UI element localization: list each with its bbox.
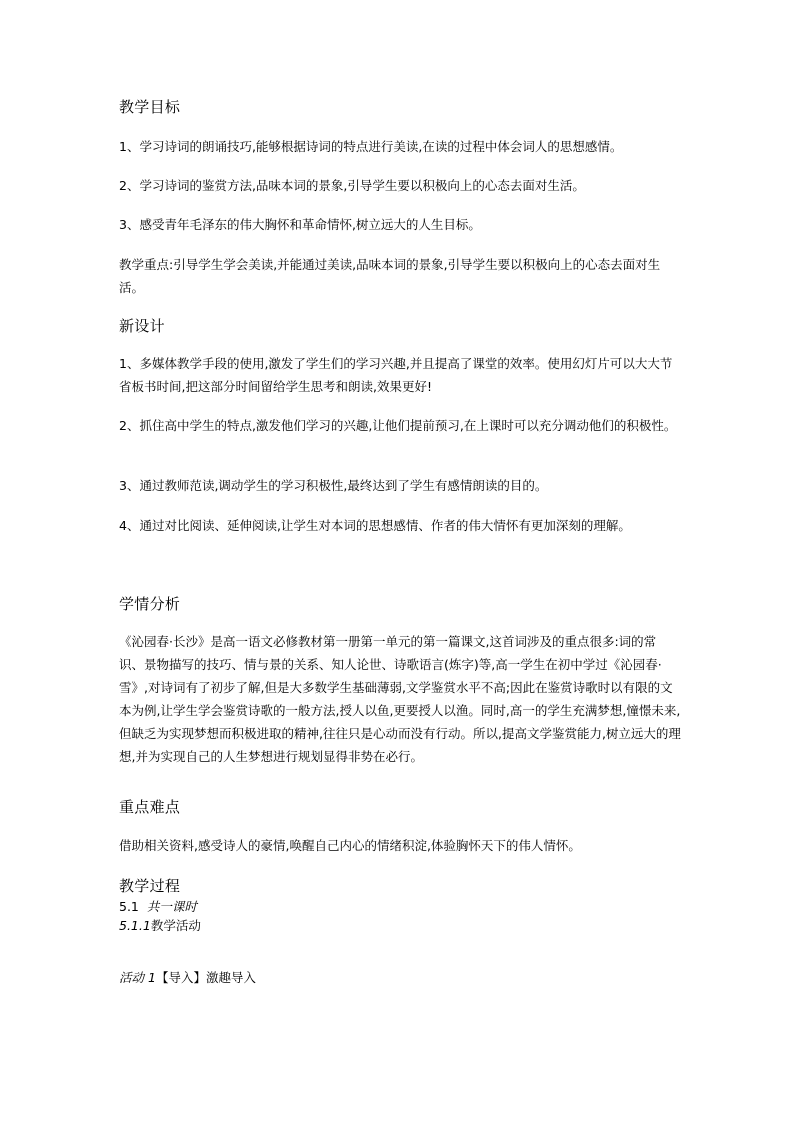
subsection-line	[119, 914, 681, 937]
process-heading: 教学过程	[119, 877, 181, 895]
new-design-item-4: 4、通过对比阅读、延伸阅读,让学生对本词的思想感情、作者的伟大情怀有更加深刻的理解。	[119, 518, 631, 533]
activity-line	[119, 966, 681, 989]
new-design-item-1: 1、多媒体教学手段的使用,激发了学生们的学习兴趣,并且提高了课堂的效率。使用幻灯片可以大大节省板书时间,把这部分时间留给学生思考和朗读,效果更好!	[119, 356, 673, 394]
section-number: 5.1	[119, 899, 139, 914]
activity-title: 激趣导入	[205, 970, 256, 985]
analysis-paragraph: 《沁园春·长沙》是高一语文必修教材第一册第一单元的第一篇课文,这首词涉及的重点很多:词的常识、景物描写的技巧、情与景的关系、知人论世、诗歌语言(炼字)等,高一学生在初中学过《沁园春·雪》,对诗词有了初步了解,但是大多数学生基础薄弱,文学鉴赏水平不高;因此在鉴赏诗歌时以有限的文本为例,让学生学会鉴赏诗歌的一般方法,授人以鱼,更要授人以渔。同时,高一的学生充满梦想,憧憬未来,但缺乏为实现梦想而积极进取的精神,往往只是心动而没有行动。所以,提高文学鉴赏能力,树立远大的理想,并为实现自己的人生梦想进行规划显得非势在必行。	[119, 634, 681, 764]
section-label: 共一课时	[146, 899, 197, 914]
activity-label: 活动 1	[119, 970, 156, 985]
objectives-heading: 教学目标	[119, 98, 181, 116]
objective-item-3: 3、感受青年毛泽东的伟大胸怀和革命情怀,树立远大的人生目标。	[119, 217, 481, 232]
analysis-heading: 学情分析	[119, 595, 181, 613]
difficulty-paragraph: 借助相关资料,感受诗人的豪情,唤醒自己内心的情绪积淀,体验胸怀天下的伟人情怀。	[119, 838, 581, 853]
new-design-item-2: 2、抓住高中学生的特点,激发他们学习的兴趣,让他们提前预习,在上课时可以充分调动他们的积极性。	[119, 418, 677, 433]
new-design-heading: 新设计	[119, 317, 165, 335]
key-point-paragraph: 教学重点:引导学生学会美读,并能通过美读,品味本词的景象,引导学生要以积极向上的心态去面对生活。	[119, 257, 661, 295]
new-design-item-3: 3、通过教师范读,调动学生的学习积极性,最终达到了学生有感情朗读的目的。	[119, 478, 548, 493]
activity-tag: 【导入】	[155, 970, 206, 985]
objective-item-2: 2、学习诗词的鉴赏方法,品味本词的景象,引导学生要以积极向上的心态去面对生活。	[119, 178, 585, 193]
objective-item-1: 1、学习诗词的朗诵技巧,能够根据诗词的特点进行美读,在读的过程中体会词人的思想感情。	[119, 139, 623, 154]
subsection-label: 教学活动	[150, 918, 201, 933]
subsection-number: 5.1.1	[119, 918, 151, 933]
difficulty-heading: 重点难点	[119, 798, 181, 816]
